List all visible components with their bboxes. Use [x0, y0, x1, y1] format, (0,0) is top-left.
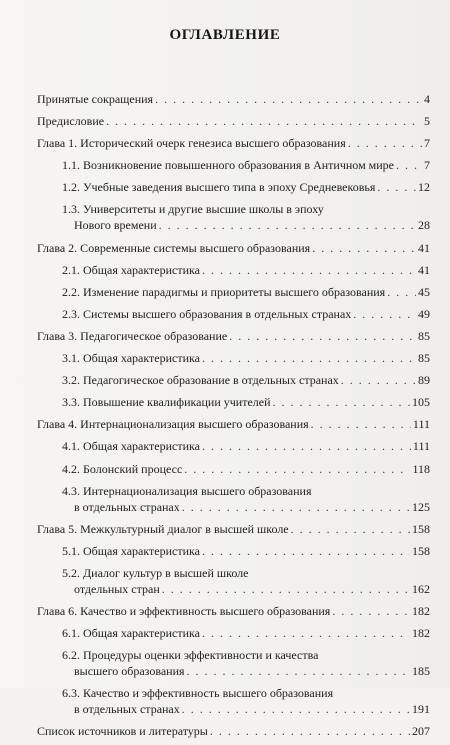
toc-entry-title: 1.1. Возникновение повышенного образования в Античном мире	[62, 158, 394, 173]
toc-entry	[37, 135, 430, 151]
toc-entry	[37, 262, 430, 278]
dot-leader	[202, 262, 416, 278]
toc-entry	[37, 647, 430, 679]
toc-page-number: 158	[412, 521, 430, 536]
toc-entry-title: 6.3. Качество и эффективность высшего образования	[62, 686, 334, 701]
toc-entry	[37, 625, 430, 641]
toc-page-number: 41	[418, 240, 430, 255]
toc-page-number: 85	[418, 328, 430, 343]
dot-leader	[273, 394, 410, 410]
toc-page-number: 7	[424, 136, 430, 151]
toc-entry-title-continuation: отдельных стран	[74, 581, 160, 596]
toc-entry	[37, 603, 430, 619]
toc-entry-title: 2.1. Общая характеристика	[62, 262, 200, 277]
toc-entry-title: 3.2. Педагогическое образование в отдельных странах	[62, 373, 339, 388]
toc-entry-title: 4.2. Болонский процесс	[62, 461, 183, 476]
table-of-contents	[37, 91, 430, 745]
toc-entry-title: Принятые сокращения	[37, 92, 154, 106]
toc-entry	[37, 461, 430, 477]
dot-leader	[202, 438, 411, 454]
toc-entry	[37, 685, 430, 717]
toc-page-number: 4	[424, 92, 430, 106]
toc-page-number: 41	[418, 262, 430, 277]
toc-entry	[37, 179, 430, 195]
dot-leader	[353, 306, 416, 322]
toc-page-number: 5	[424, 114, 430, 129]
toc-entry	[37, 240, 430, 256]
toc-page-number: 28	[418, 218, 430, 233]
dot-leader	[312, 240, 416, 256]
toc-entry-title: Глава 4. Интернационализация высшего образования	[37, 417, 309, 432]
dot-leader	[159, 217, 416, 233]
toc-page-number: 85	[418, 351, 430, 366]
toc-entry-title: 3.3. Повышение квалификации учителей	[62, 395, 271, 410]
toc-page-number: 49	[418, 306, 430, 321]
toc-page-number: 118	[412, 461, 430, 476]
toc-entry	[37, 521, 430, 537]
dot-leader	[229, 328, 416, 344]
toc-entry-title: 2.3. Системы высшего образования в отдельных странах	[62, 306, 352, 321]
toc-entry-title: 3.1. Общая характеристика	[62, 351, 200, 366]
dot-leader	[396, 157, 422, 173]
toc-entry	[37, 483, 430, 515]
toc-entry-title: Список источников и литературы	[37, 724, 208, 739]
toc-entry-title: Предисловие	[37, 114, 105, 129]
dot-leader	[311, 416, 411, 432]
toc-entry	[37, 328, 430, 344]
toc-entry-title: 4.1. Общая характеристика	[62, 439, 200, 454]
toc-entry-title-continuation: в отдельных странах	[74, 499, 180, 514]
toc-page-number: 89	[418, 373, 430, 388]
toc-entry	[37, 723, 430, 739]
dot-leader	[155, 91, 422, 107]
toc-entry-title: 5.2. Диалог культур в высшей школе	[62, 565, 249, 580]
toc-page-number: 105	[412, 395, 430, 410]
toc-page-number: 45	[418, 284, 430, 299]
toc-page-number: 111	[412, 417, 430, 432]
toc-page-number: 207	[412, 724, 430, 739]
toc-entry	[37, 157, 430, 173]
dot-leader	[377, 179, 416, 195]
toc-entry-title-continuation: высшего образования	[74, 664, 185, 679]
toc-entry-title-continuation: Нового времени	[74, 218, 157, 233]
toc-entry-title: Глава 5. Межкультурный диалог в высшей школе	[37, 521, 289, 536]
toc-entry-title-continuation: в отдельных странах	[74, 702, 180, 717]
dot-leader	[202, 625, 410, 641]
dot-leader	[162, 581, 410, 597]
toc-page-number: 7	[424, 158, 430, 173]
toc-entry	[37, 306, 430, 322]
dot-leader	[348, 135, 422, 151]
toc-page-number: 111	[412, 439, 430, 454]
toc-entry-title: 2.2. Изменение парадигмы и приоритеты высшего образования	[62, 284, 386, 299]
toc-entry	[37, 416, 430, 432]
dot-leader	[332, 603, 410, 619]
toc-page-number: 12	[418, 180, 430, 195]
toc-entry-title: Глава 6. Качество и эффективность высшего образования	[37, 603, 331, 618]
toc-entry-title: 6.2. Процедуры оценки эффективности и качества	[62, 648, 319, 663]
dot-leader	[184, 461, 410, 477]
toc-entry-title: Глава 3. Педагогическое образование	[37, 328, 228, 343]
toc-entry-title: Глава 1. Исторический очерк генезиса высшего образования	[37, 136, 346, 151]
dot-leader	[210, 723, 410, 739]
toc-entry	[37, 350, 430, 366]
toc-entry	[37, 565, 430, 597]
toc-page-number: 182	[412, 603, 430, 618]
toc-entry-title: 1.2. Учебные заведения высшего типа в эпоху Средневековья	[62, 180, 376, 195]
dot-leader	[291, 521, 410, 537]
dot-leader	[106, 113, 422, 129]
dot-leader	[202, 350, 416, 366]
dot-leader	[341, 372, 416, 388]
toc-page-number: 182	[412, 626, 430, 641]
dot-leader	[182, 701, 410, 717]
page-title: ОГЛАВЛЕНИЕ	[169, 27, 281, 43]
toc-entry	[37, 438, 430, 454]
toc-entry-title: 1.3. Университеты и другие высшие школы в эпоху	[62, 202, 324, 217]
toc-entry-title: 5.1. Общая характеристика	[62, 543, 200, 558]
toc-entry	[37, 201, 430, 233]
toc-entry	[37, 113, 430, 129]
toc-page-number: 191	[412, 702, 430, 717]
toc-page-number: 158	[412, 543, 430, 558]
toc-entry	[37, 372, 430, 388]
dot-leader	[202, 543, 410, 559]
toc-entry-title: 4.3. Интернационализация высшего образования	[62, 483, 312, 498]
toc-page-number: 125	[412, 499, 430, 514]
dot-leader	[182, 499, 410, 515]
toc-entry	[37, 91, 430, 107]
toc-entry-title: 6.1. Общая характеристика	[62, 626, 200, 641]
toc-entry-title: Глава 2. Современные системы высшего образования	[37, 240, 311, 255]
dot-leader	[387, 284, 416, 300]
toc-entry	[37, 394, 430, 410]
toc-page-number: 162	[412, 581, 430, 596]
dot-leader	[187, 663, 410, 679]
toc-entry	[37, 284, 430, 300]
toc-page-number: 185	[412, 664, 430, 679]
toc-entry	[37, 543, 430, 559]
